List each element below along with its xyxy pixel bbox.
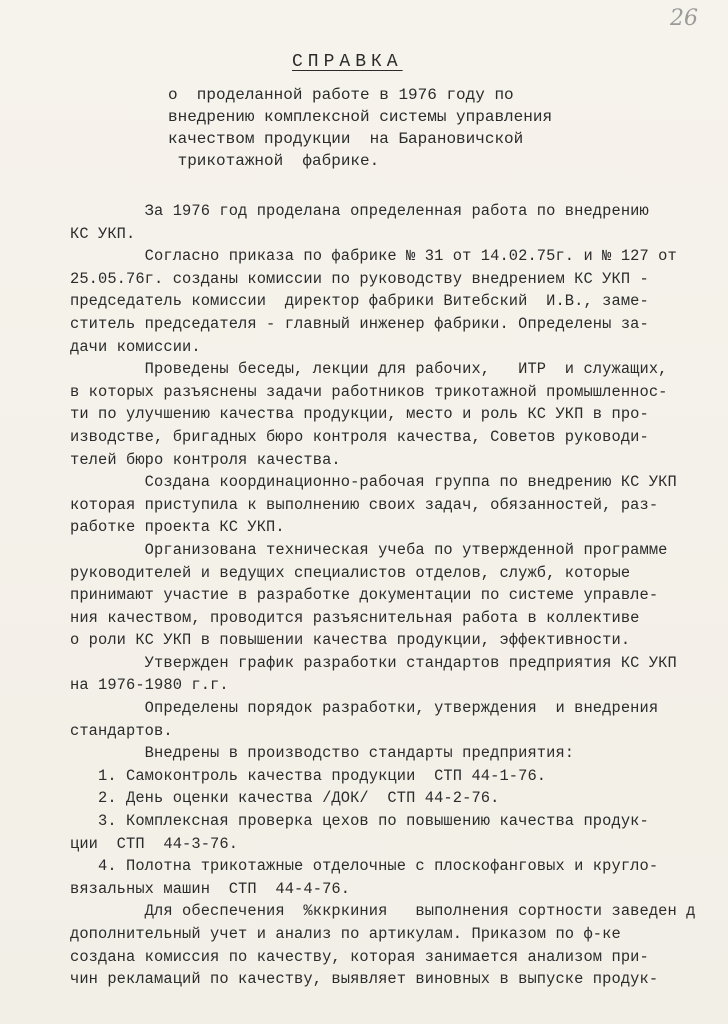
body-line: вязальных машин СТП 44-4-76. — [70, 879, 351, 898]
subtitle-line: трикотажной фабрике. — [168, 152, 380, 170]
body-line: в которых разъяснены задачи работников трикотажной промышленнос- — [70, 382, 668, 401]
subtitle-line: внедрению комплексной системы управления — [168, 108, 553, 126]
document-title: СПРАВКА — [292, 52, 403, 72]
body-line: изводстве, бригадных бюро контроля качества, Советов руководи- — [70, 427, 649, 446]
body-line: телей бюро контроля качества. — [70, 450, 341, 469]
body-line: Определены порядок разработки, утверждения и внедрения — [70, 699, 659, 718]
body-line: Утвержден график разработки стандартов предприятия КС УКП — [70, 653, 677, 672]
body-line: За 1976 год проделана определенная работа по внедрению — [70, 202, 649, 220]
body-line: ститель председателя - главный инженер фабрики. Определены за- — [70, 314, 649, 333]
body-line: ния качеством, проводится разъяснительная работа в коллективе — [70, 608, 640, 627]
body-line: председатель комиссии директор фабрики Витебский И.В., заме- — [70, 292, 649, 311]
body-line: 25.05.76г. созданы комиссии по руководству внедрением КС УКП - — [70, 269, 649, 288]
list-item: 2. День оценки качества /ДОК/ СТП 44-2-76. — [70, 789, 500, 808]
body-line: на 1976-1980 г.г. — [70, 676, 229, 695]
body-line: о роли КС УКП в повышении качества продукции, эффективности. — [70, 631, 631, 650]
body-line: КС УКП. — [70, 224, 136, 243]
body-line: Проведены беседы, лекции для рабочих, ИТР и служащих, — [70, 360, 668, 379]
body-line: Внедрены в производство стандарты предприятия: — [70, 744, 575, 763]
body-line: стандартов. — [70, 721, 173, 740]
subtitle-line: качеством продукции на Барановичской — [168, 130, 524, 148]
list-item: 3. Комплексная проверка цехов по повышению качества продук- — [70, 812, 649, 831]
document-subtitle — [168, 84, 688, 172]
body-line: Создана координационно-рабочая группа по внедрению КС УКП — [70, 473, 677, 492]
document-body — [70, 200, 720, 991]
body-line: создана комиссия по качеству, которая занимается анализом при- — [70, 947, 649, 966]
page-number: 26 — [670, 6, 698, 31]
body-line: Согласно приказа по фабрике № 31 от 14.02.75г. и № 127 от — [70, 247, 677, 266]
body-line: дачи комиссии. — [70, 337, 201, 356]
body-line: работке проекта КС УКП. — [70, 518, 285, 537]
list-item: 4. Полотна трикотажные отделочные с плоскофанговых и кругло- — [70, 857, 659, 876]
subtitle-line: о проделанной работе в 1976 году по — [168, 86, 514, 104]
body-line: руководителей и ведущих специалистов отделов, служб, которые — [70, 563, 631, 582]
body-line: ции СТП 44-3-76. — [70, 834, 239, 853]
body-line: дополнительный учет и анализ по артикулам. Приказом по ф-ке — [70, 925, 621, 943]
body-line: Для обеспечения %ккркиния выполнения сортности заведен д — [70, 902, 696, 921]
body-line: Организована техническая учеба по утвержденной программе — [70, 540, 668, 559]
list-item: 1. Самоконтроль качества продукции СТП 44-1-76. — [70, 766, 547, 785]
body-line: чин рекламаций по качеству, выявляет виновных в выпуске продук- — [70, 970, 659, 989]
body-line: которая приступила к выполнению своих задач, обязанностей, раз- — [70, 495, 659, 514]
body-line: принимают участие в разработке документации по системе управле- — [70, 586, 659, 605]
body-line: ти по улучшению качества продукции, место и роль КС УКП в про- — [70, 405, 649, 424]
